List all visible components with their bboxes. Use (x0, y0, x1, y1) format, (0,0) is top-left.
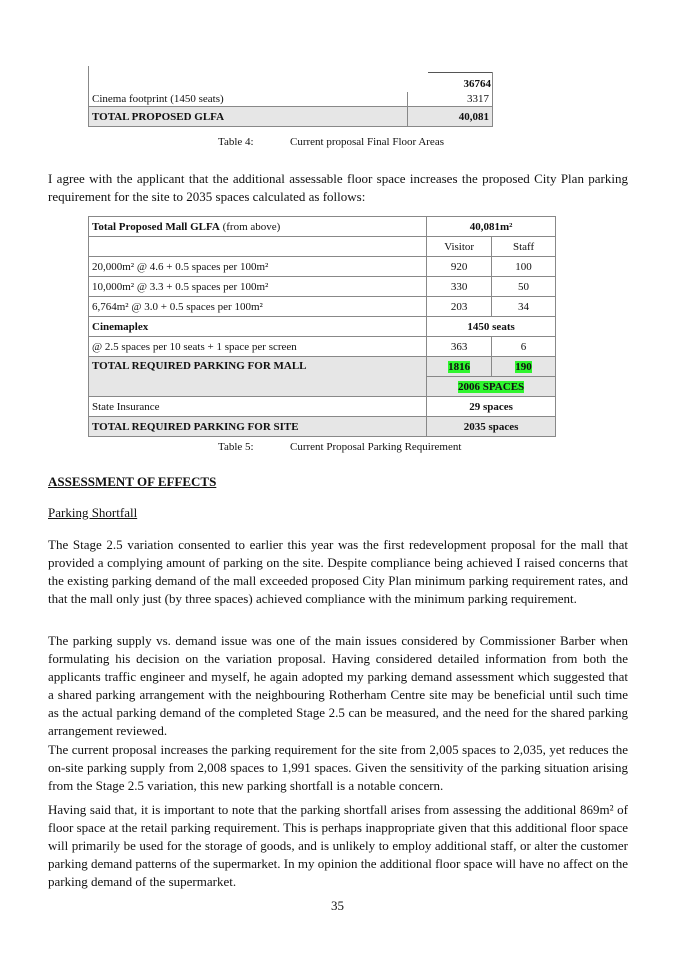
table4-top-rule (428, 72, 493, 73)
caption-text: Current Proposal Parking Requirement (290, 441, 462, 453)
table5-cell: 20,000m² @ 4.6 + 0.5 spaces per 100m² (89, 257, 427, 277)
paragraph: I agree with the applicant that the additional assessable floor space increases the proposed City Plan parking requirement for the site to 2035 spaces calculated as follows: (48, 171, 628, 204)
table4-cell: Cinema footprint (1450 seats) (89, 92, 408, 107)
table5-cell: 34 (492, 297, 556, 317)
page-number: 35 (331, 898, 344, 913)
table5-cell (427, 377, 556, 397)
paragraph: The Stage 2.5 variation consented to earlier this year was the first redevelopment proposal for the mall that provided a complying amount of parking on the site. Despite compliance being achieved I raised concerns that the existing parking demand of the mall exceeded proposed City Plan minimum parking requirement rates, and that the mall only just (by three spaces) achieved compliance with the minimum parking requirement. (48, 537, 628, 606)
table-row (89, 107, 493, 127)
table4-subtotal: 36764 (463, 78, 491, 90)
caption-text: Current proposal Final Floor Areas (290, 136, 444, 148)
table-row (89, 237, 556, 257)
table5-cell: TOTAL REQUIRED PARKING FOR SITE (89, 417, 427, 437)
table-row (89, 357, 556, 377)
paragraph: Having said that, it is important to note that the parking shortfall arises from assessing the additional 869m² of floor space at the retail parking requirement. This is perhaps inappropriate given that this additional floor space will primarily be used for the storage of goods, and is unlikely to employ additional staff, or alter the customer parking demand patterns of the supermarket. In my opinion the additional floor space will have no affect on the parking demand of the supermarket. (48, 802, 628, 889)
table4 (88, 92, 493, 127)
table5-cell: 50 (492, 277, 556, 297)
table5 (88, 216, 556, 437)
table5-cell: 920 (427, 257, 492, 277)
column-header: Visitor (427, 237, 492, 257)
table4-cell: TOTAL PROPOSED GLFA (89, 107, 408, 127)
table5-cell: Cinemaplex (89, 317, 427, 337)
table5-cell: @ 2.5 spaces per 10 seats + 1 space per screen (89, 337, 427, 357)
table-row (89, 277, 556, 297)
table-row (89, 217, 556, 237)
table5-cell: 40,081m² (427, 217, 556, 237)
table5-caption (218, 441, 461, 453)
table5-cell: 330 (427, 277, 492, 297)
paragraph: The current proposal increases the parking requirement for the site from 2,005 spaces to 2,035, yet reduces the on-site parking supply from 2,008 spaces to 1,991 spaces. Given the sensitivity of the parking situation arising from the Stage 2.5 variation, this new parking shortfall is a notable concern. (48, 742, 628, 793)
table-row (89, 417, 556, 437)
table5-cell: 10,000m² @ 3.3 + 0.5 spaces per 100m² (89, 277, 427, 297)
table5-cell: 6,764m² @ 3.0 + 0.5 spaces per 100m² (89, 297, 427, 317)
table5-cell (492, 357, 556, 377)
table-row (89, 337, 556, 357)
table5-cell: TOTAL REQUIRED PARKING FOR MALL (89, 357, 427, 397)
table5-cell: 203 (427, 297, 492, 317)
highlighted-value: 190 (515, 360, 532, 373)
table5-cell: 2035 spaces (427, 417, 556, 437)
table4-cell: 3317 (407, 92, 492, 107)
caption-number: Table 5: (218, 441, 254, 453)
table5-cell: 363 (427, 337, 492, 357)
table5-cell (89, 217, 427, 237)
table5-cell: 1450 seats (427, 317, 556, 337)
table5-cell: 6 (492, 337, 556, 357)
subsection-heading: Parking Shortfall (48, 505, 138, 520)
caption-number: Table 4: (218, 136, 254, 148)
table4-cell: 40,081 (407, 107, 492, 127)
highlighted-value: 1816 (448, 360, 471, 373)
column-header: Staff (492, 237, 556, 257)
table5-cell (89, 237, 427, 257)
table5-cell (427, 357, 492, 377)
paragraph: The parking supply vs. demand issue was one of the main issues considered by Commissioner Barber when formulating his decision on the variation proposal. Having considered detailed information from both the applicants traffic engineer and myself, he again adopted my parking demand assessment which suggested that a shared parking arrangement with the neighbouring Rotherham Centre site may be beneficial until such time as the actual parking demand of the completed Stage 2.5 can be measured, and the need for the shared parking arrangement reviewed. (48, 633, 628, 738)
label-bold: Total Proposed Mall GLFA (92, 220, 220, 233)
table-row (89, 317, 556, 337)
table-row (89, 257, 556, 277)
section-heading: ASSESSMENT OF EFFECTS (48, 474, 217, 489)
table5-cell: State Insurance (89, 397, 427, 417)
highlighted-value: 2006 SPACES (458, 380, 525, 393)
table5-cell: 29 spaces (427, 397, 556, 417)
table-row (89, 297, 556, 317)
label-rest: (from above) (219, 220, 281, 233)
table-row (89, 92, 493, 107)
table4-caption (218, 136, 444, 148)
table-row (89, 397, 556, 417)
table5-cell: 100 (492, 257, 556, 277)
